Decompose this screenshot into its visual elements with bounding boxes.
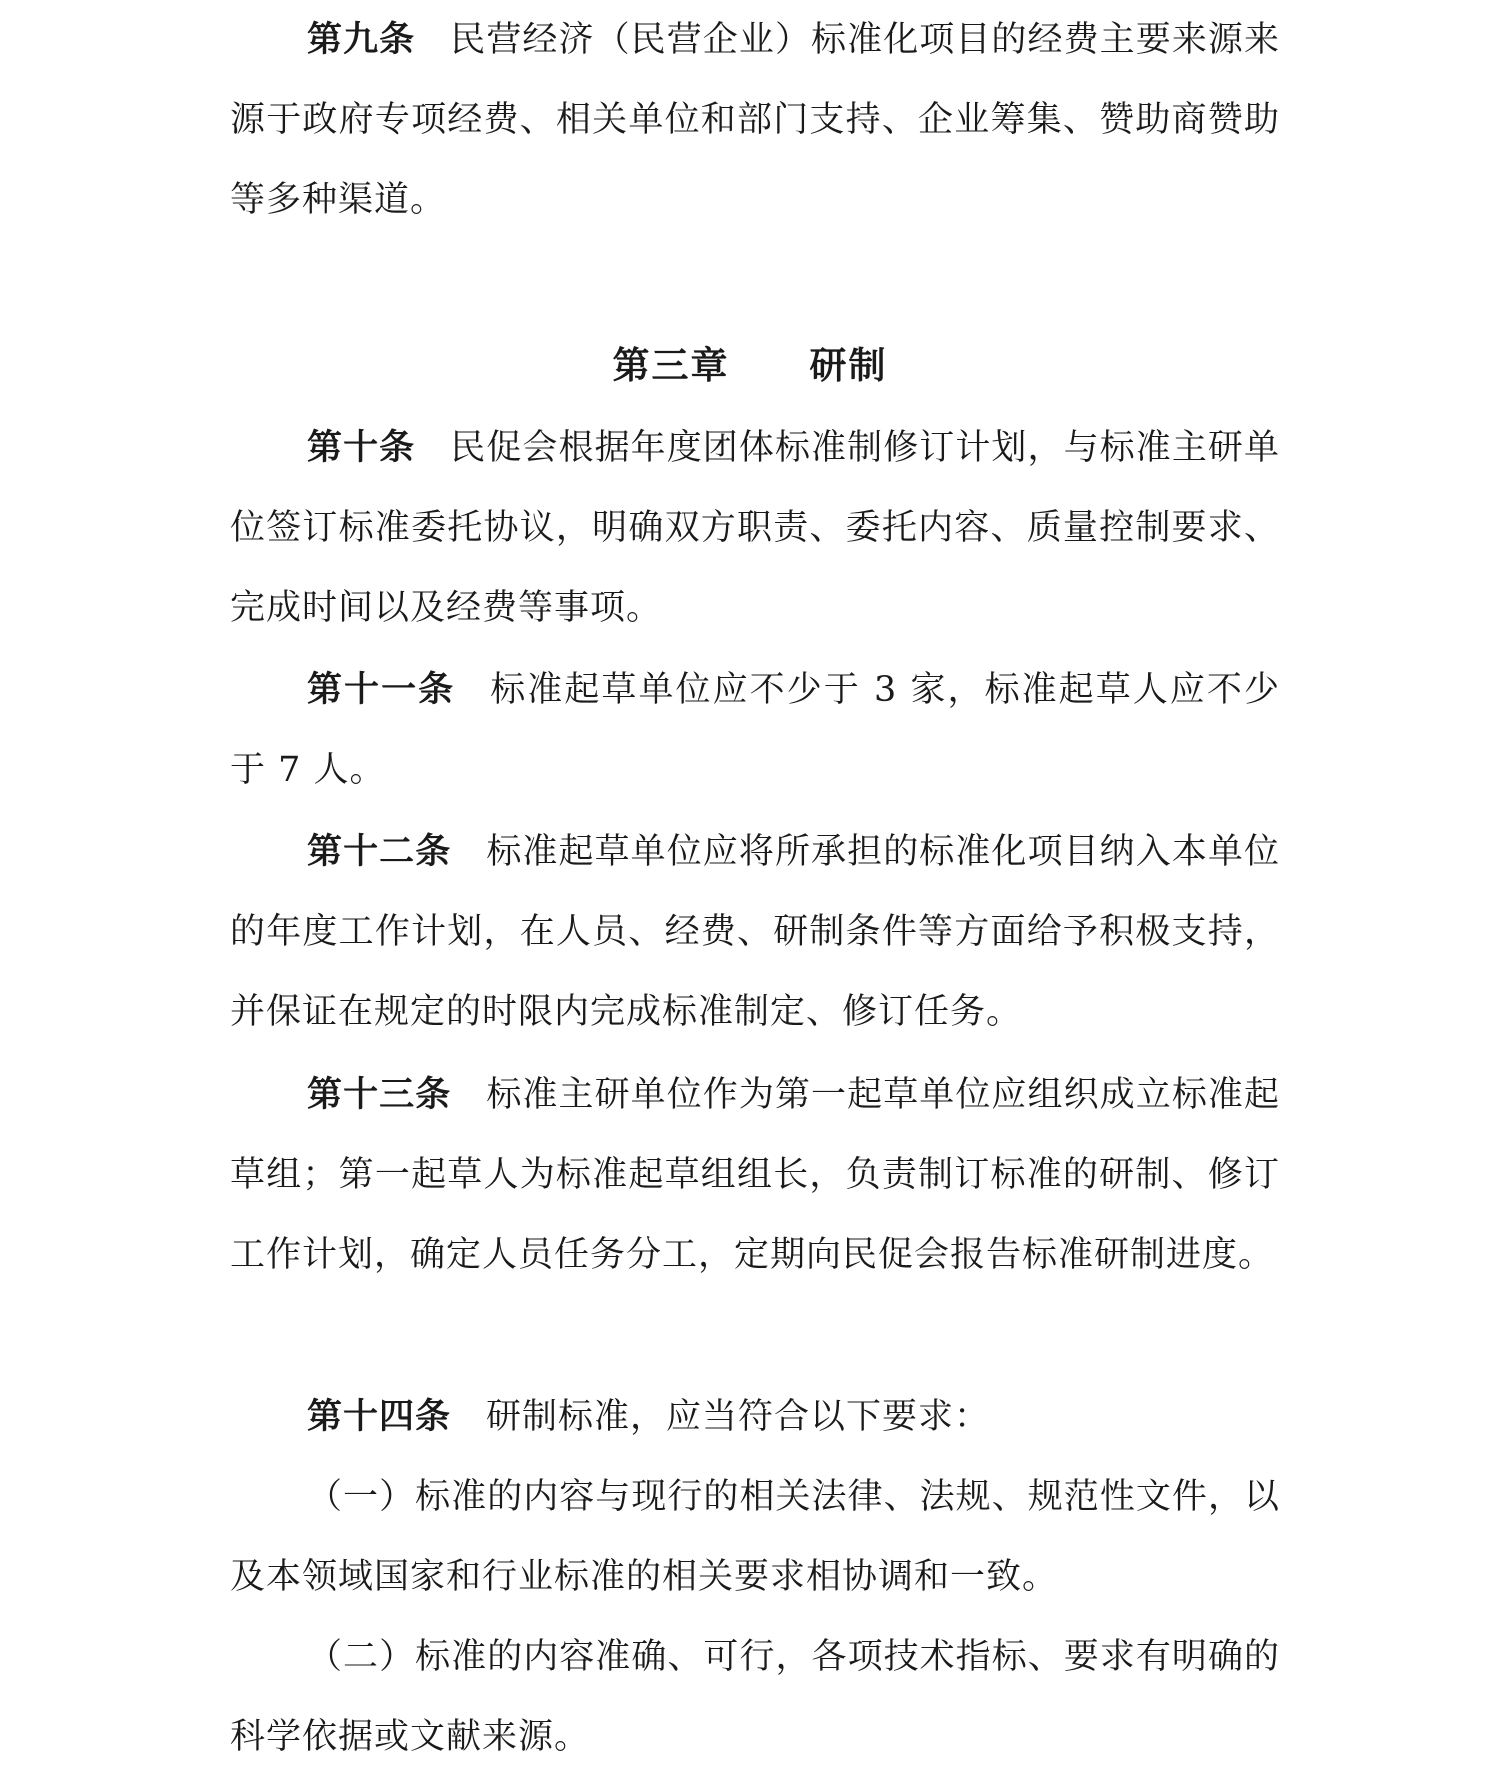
- chapter-heading: [0, 336, 1500, 396]
- list-item: （二）标准的内容准确、可行，各项技术指标、要求有明确的科学依据或文献来源。: [230, 1637, 1280, 1757]
- article-text: 研制标准，应当符合以下要求：: [486, 1397, 991, 1437]
- article-text: 标准起草单位应不少于 3 家，标准起草人应不少于 7 人。: [230, 670, 1280, 790]
- article-12: [230, 812, 1280, 1052]
- article-text: 标准主研单位作为第一起草单位应组织成立标准起草组；第一起草人为标准起草组组长，负责制订标准的研制、修订工作计划，确定人员任务分工，定期向民促会报告标准研制进度。: [230, 1075, 1280, 1275]
- article-label: 第十二条: [307, 832, 452, 872]
- article-label: 第九条: [307, 20, 416, 60]
- article-label: 第十四条: [307, 1397, 452, 1437]
- article-label: 第十三条: [307, 1075, 452, 1115]
- article-9: [230, 0, 1280, 240]
- article-text: 标准起草单位应将所承担的标准化项目纳入本单位的年度工作计划，在人员、经费、研制条件等方面给予积极支持，并保证在规定的时限内完成标准制定、修订任务。: [230, 832, 1280, 1032]
- article-13: [230, 1055, 1280, 1295]
- chapter-title: 研制: [809, 344, 888, 387]
- chapter-number: 第三章: [612, 344, 730, 387]
- article-10: [230, 408, 1280, 648]
- article-14: [230, 1377, 1280, 1457]
- article-label: 第十一条: [307, 670, 456, 710]
- article-text: 民营经济（民营企业）标准化项目的经费主要来源来源于政府专项经费、相关单位和部门支持、企业筹集、赞助商赞助等多种渠道。: [230, 20, 1280, 220]
- article-text: 民促会根据年度团体标准制修订计划，与标准主研单位签订标准委托协议，明确双方职责、委托内容、质量控制要求、完成时间以及经费等事项。: [230, 428, 1280, 628]
- list-item: （一）标准的内容与现行的相关法律、法规、规范性文件，以及本领域国家和行业标准的相关要求相协调和一致。: [230, 1477, 1280, 1597]
- article-label: 第十条: [307, 428, 416, 468]
- article-11: [230, 650, 1280, 810]
